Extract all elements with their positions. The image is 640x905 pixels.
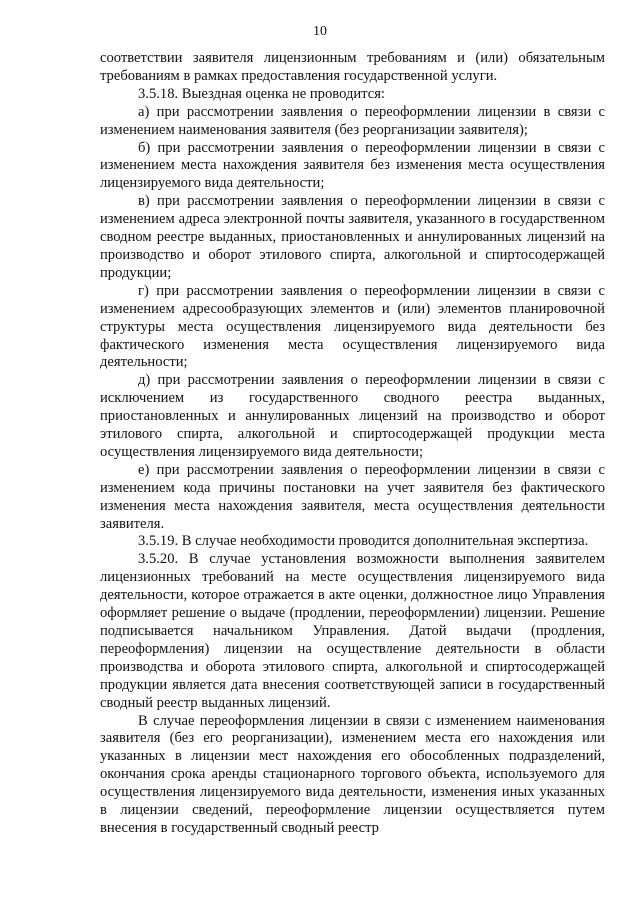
paragraph-3-5-20: 3.5.20. В случае установления возможности выполнения заявителем лицензионных требований на месте осуществления лицензируемого вида деятельности, которое отражается в акте оценки, должностное лицо Управления оформляет решение о выдаче (продлении, переоформлении) лицензии. Решение подписывается начальником Управления. Датой выдачи (продления, переоформления) лицензии на осуществление деятельности в области производства и оборота этилового спирта, алкогольной и спиртосодержащей продукции является дата внесения соответствующей записи в государственный сводный реестр выданных лицензий. xyxy=(100,551,605,711)
paragraph-reissue-case: В случае переоформления лицензии в связи с изменением наименования заявителя (без его реорганизации), изменением места его нахождения или указанных в лицензии мест нахождения его обособленных подразделений, окончания срока аренды стационарного торгового объекта, используемого для осуществления лицензируемого вида деятельности, изменения иных указанных в лицензии сведений, переоформление лицензии осуществляется путем внесения в государственный сводный реестр xyxy=(100,712,605,836)
page-number: 10 xyxy=(313,24,327,39)
paragraph-continuation: соответствии заявителя лицензионным требованиям и (или) обязательным требованиям в рамках предоставления государственной услуги. xyxy=(100,50,605,84)
paragraph-item-b: б) при рассмотрении заявления о переоформлении лицензии в связи с изменением места нахождения заявителя без изменения места осуществления лицензируемого вида деятельности; xyxy=(100,139,605,192)
paragraph-item-e: е) при рассмотрении заявления о переоформлении лицензии в связи с изменением кода причины постановки на учет заявителя без фактического изменения места нахождения заявителя, места осуществления деятельности заявителя. xyxy=(100,461,605,532)
paragraph-3-5-19: 3.5.19. В случае необходимости проводится дополнительная экспертиза. xyxy=(138,533,589,550)
paragraph-item-a: а) при рассмотрении заявления о переоформлении лицензии в связи с изменением наименования заявителя (без реорганизации заявителя); xyxy=(100,103,605,138)
document-body xyxy=(100,50,605,838)
paragraph-item-g: г) при рассмотрении заявления о переоформлении лицензии в связи с изменением адресообразующих элементов и (или) элементов планировочной структуры места осуществления лицензируемого вида деятельности без фактического изменения места осуществления лицензируемого вида деятельности; xyxy=(100,282,605,371)
paragraph-item-d: д) при рассмотрении заявления о переоформлении лицензии в связи с исключением из государственного сводного реестра выданных, приостановленных и аннулированных лицензий на производство и оборот этилового спирта, алкогольной и спиртосодержащей продукции места осуществления лицензируемого вида деятельности; xyxy=(100,372,605,460)
paragraph-item-v: в) при рассмотрении заявления о переоформлении лицензии в связи с изменением адреса электронной почты заявителя, указанного в государственном сводном реестре выданных, приостановленных и аннулированных лицензий на производство и оборот этилового спирта, алкогольной и спиртосодержащей продукции; xyxy=(100,193,605,281)
paragraph-3-5-18: 3.5.18. Выездная оценка не проводится: xyxy=(138,85,385,102)
